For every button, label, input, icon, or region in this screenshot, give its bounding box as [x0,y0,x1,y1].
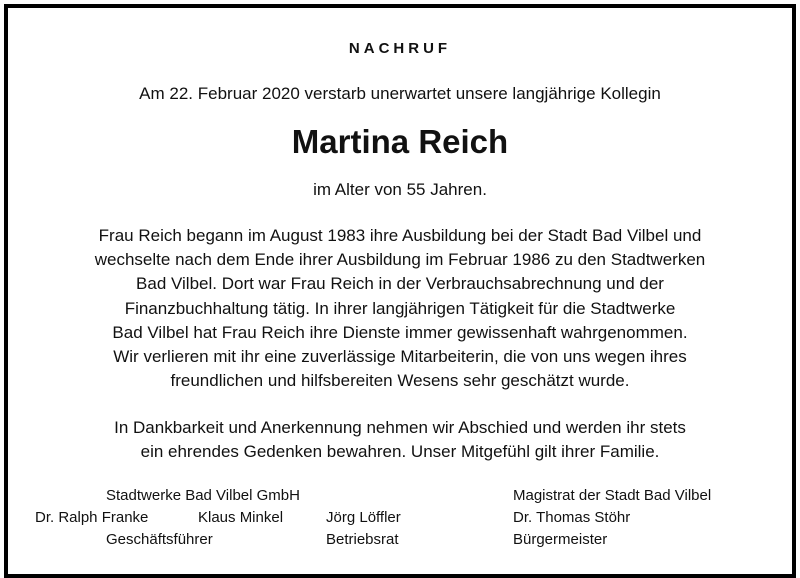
signer-name: Klaus Minkel [198,509,284,526]
signer-role: Bürgermeister [513,531,608,548]
age-line: im Alter von 55 Jahren. [313,180,487,199]
farewell-paragraph [28,416,772,464]
municipality-name: Magistrat der Stadt Bad Vilbel [513,487,712,504]
signer-name: Jörg Löffler [326,509,401,526]
paragraph-line: Wir verlieren mit ihr eine zuverlässige Mitarbeiterin, die von uns wegen ihres [113,347,687,367]
paragraph-line: wechselte nach dem Ende ihrer Ausbildung im Februar 1986 zu den Stadtwerken [94,250,706,270]
paragraph-line: Bad Vilbel hat Frau Reich ihre Dienste immer gewissenhaft wahrgenommen. [112,322,688,342]
paragraph-line: Finanzbuchhaltung tätig. In ihrer langjährigen Tätigkeit für die Stadtwerke [124,298,676,318]
career-paragraph [28,224,772,393]
deceased-name: Martina Reich [291,123,509,160]
signer-name: Dr. Ralph Franke [35,509,149,526]
signer-role: Geschäftsführer [106,531,213,548]
signer-role: Betriebsrat [326,531,399,548]
paragraph-line: Frau Reich begann im August 1983 ihre Ausbildung bei der Stadt Bad Vilbel und [98,226,702,245]
paragraph-line: freundlichen und hilfsbereiten Wesens sehr geschätzt wurde. [170,371,630,391]
paragraph-line: ein ehrendes Gedenken bewahren. Unser Mitgefühl gilt ihrer Familie. [140,442,660,462]
signer-name: Dr. Thomas Stöhr [513,509,631,526]
intro-line: Am 22. Februar 2020 verstarb unerwartet unsere langjährige Kollegin [139,84,661,103]
paragraph-line: Bad Vilbel. Dort war Frau Reich in der Verbrauchsabrechnung und der [136,274,664,294]
company-name: Stadtwerke Bad Vilbel GmbH [106,487,300,504]
obituary-notice [4,4,796,578]
notice-heading: NACHRUF [348,40,452,57]
paragraph-line: In Dankbarkeit und Anerkennung nehmen wir Abschied und werden ihr stets [114,418,686,437]
